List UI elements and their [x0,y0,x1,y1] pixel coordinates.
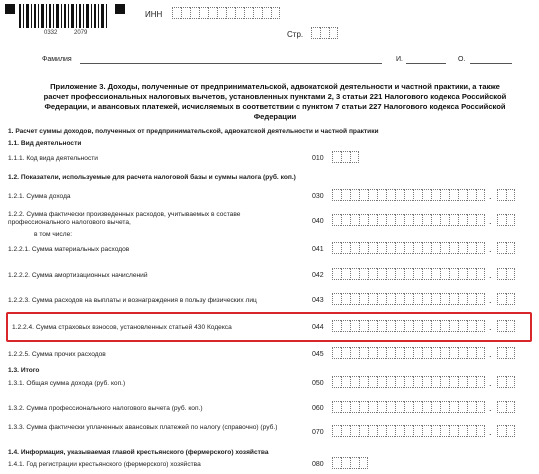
barcode [5,4,125,28]
row-010-label: 1.1.1. Код вида деятельности [8,155,98,162]
row-044-label: 1.2.2.4. Сумма страховых взносов, установленных статьей 430 Кодекса [12,324,232,331]
section-1-3-heading: 1.3. Итого [8,367,40,374]
row-044-code: 044 [312,324,324,331]
page-number-field[interactable] [311,27,338,39]
surname-label: Фамилия [42,56,72,63]
row-070-label: 1.3.3. Сумма фактически уплаченных авансовых платежей по налогу (справочно) (руб.) [8,424,278,431]
row-080-field[interactable] [332,457,368,469]
patronymic-label: О. [458,56,466,63]
row-060-amount-field[interactable] [332,401,485,413]
row-045-kopeck-field[interactable] [497,347,515,359]
surname-line[interactable] [80,63,382,64]
row-042-amount-field[interactable] [332,268,485,280]
barcode-number-right: 2079 [74,30,88,36]
inn-label: ИНН [145,10,163,19]
row-060-decimal-point: . [489,403,492,413]
row-060-kopeck-field[interactable] [497,401,515,413]
appendix-title: Приложение 3. Доходы, полученные от предпринимательской, адвокатской деятельности и частной практики, а также расчет профессиональных налоговых вычетов, установленных пунктами 2, 3 статьи 221 Налогового кодекса Российской Федерации, и авансовых платежей, исчисляемых в соответствии с пунктом 7 статьи 227 Налогового кодекса Российской Федерации [43,82,507,121]
row-030-code: 030 [312,193,324,200]
row-041-amount-field[interactable] [332,242,485,254]
row-080-code: 080 [312,461,324,468]
row-045-decimal-point: . [489,349,492,359]
row-040-code: 040 [312,218,324,225]
row-042-kopeck-field[interactable] [497,268,515,280]
row-040-amount-field[interactable] [332,214,485,226]
row-043-code: 043 [312,297,324,304]
inn-field[interactable] [172,7,280,19]
row-045-label: 1.2.2.5. Сумма прочих расходов [8,351,106,358]
row-043-amount-field[interactable] [332,293,485,305]
row-042-decimal-point: . [489,270,492,280]
barcode-number-left: 0332 [44,30,58,36]
row-070-amount-field[interactable] [332,425,485,437]
section-1-1-heading: 1.1. Вид деятельности [8,140,82,147]
row-080-label: 1.4.1. Год регистрации крестьянского (фермерского) хозяйства [8,461,201,468]
section-1-4-heading: 1.4. Информация, указываемая главой крестьянского (фермерского) хозяйства [8,449,269,456]
row-010-field[interactable] [332,151,359,163]
row-030-label: 1.2.1. Сумма дохода [8,193,71,200]
row-030-kopeck-field[interactable] [497,189,515,201]
row-060-label: 1.3.2. Сумма профессионального налогового вычета (руб. коп.) [8,405,203,412]
row-070-decimal-point: . [489,427,492,437]
name-label: И. [396,56,403,63]
row-050-label: 1.3.1. Общая сумма дохода (руб. коп.) [8,380,126,387]
including-label: в том числе: [34,231,73,238]
row-040-kopeck-field[interactable] [497,214,515,226]
row-045-amount-field[interactable] [332,347,485,359]
row-050-decimal-point: . [489,378,492,388]
patronymic-line[interactable] [470,63,512,64]
row-010-code: 010 [312,155,324,162]
name-line[interactable] [406,63,446,64]
row-041-decimal-point: . [489,244,492,254]
row-041-label: 1.2.2.1. Сумма материальных расходов [8,246,130,253]
row-050-code: 050 [312,380,324,387]
row-070-code: 070 [312,429,324,436]
page-label: Стр. [287,30,304,39]
row-043-label: 1.2.2.3. Сумма расходов на выплаты и вознаграждения в пользу физических лиц [8,297,257,304]
row-060-code: 060 [312,405,324,412]
row-070-kopeck-field[interactable] [497,425,515,437]
row-030-decimal-point: . [489,191,492,201]
row-030-amount-field[interactable] [332,189,485,201]
row-045-code: 045 [312,351,324,358]
row-043-kopeck-field[interactable] [497,293,515,305]
row-044-decimal-point: . [489,322,492,332]
section-1-heading: 1. Расчет суммы доходов, полученных от предпринимательской, адвокатской деятельности и частной практики [8,128,379,135]
row-050-kopeck-field[interactable] [497,376,515,388]
row-050-amount-field[interactable] [332,376,485,388]
section-1-2-heading: 1.2. Показатели, используемые для расчета налоговой базы и суммы налога (руб. коп.) [8,174,296,181]
row-040-label: 1.2.2. Сумма фактически произведенных расходов, учитываемых в составе профессионального налогового вычета, [8,211,241,226]
row-041-kopeck-field[interactable] [497,242,515,254]
highlight-frame-row-044 [6,312,532,342]
row-043-decimal-point: . [489,295,492,305]
row-041-code: 041 [312,246,324,253]
row-042-code: 042 [312,272,324,279]
row-042-label: 1.2.2.2. Сумма амортизационных начислений [8,272,148,279]
row-040-decimal-point: . [489,216,492,226]
